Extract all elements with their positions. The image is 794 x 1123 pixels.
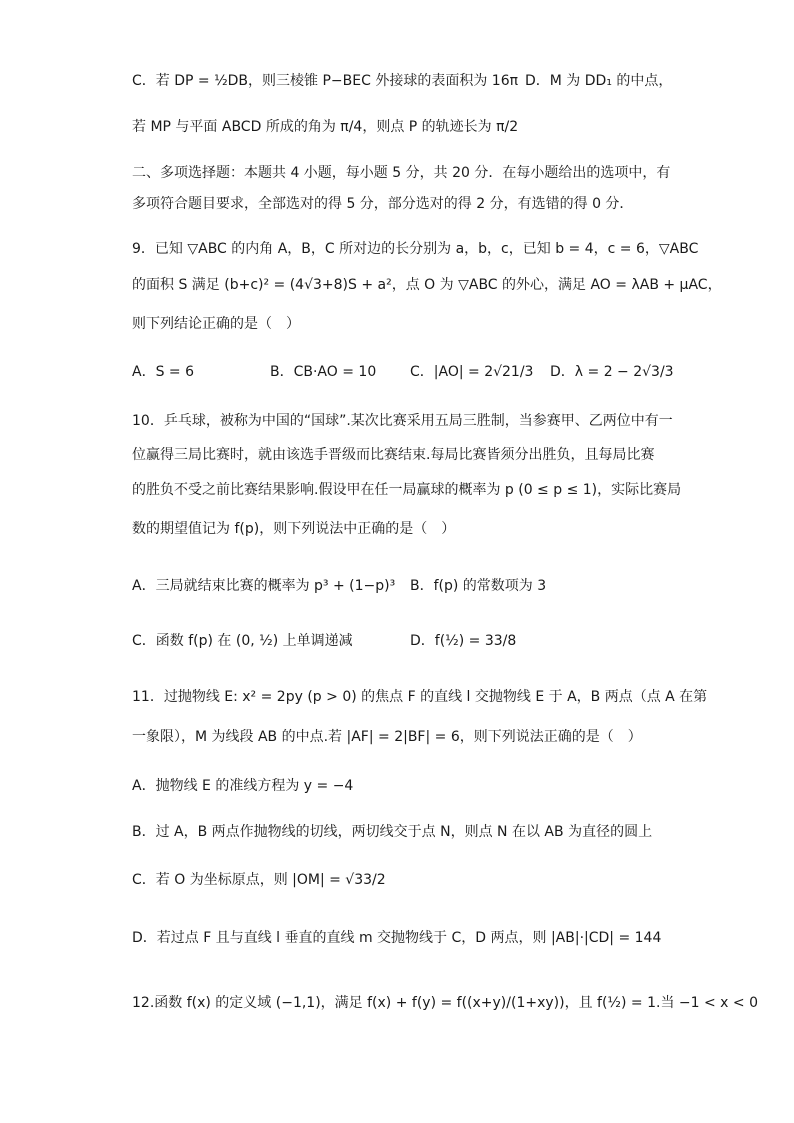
- question-11-stem: 11．过抛物线 E: x² = 2py (p > 0) 的焦点 F 的直线 l 交抛物线 E 于 A，B 两点（点 A 在第: [132, 689, 708, 705]
- question-9-option-b: B．CB·AO = 10: [270, 364, 377, 380]
- option-d-prev-question: D．M 为 DD₁ 的中点，: [525, 73, 673, 89]
- section-instructions: 多项符合题目要求，全部选对的得 5 分，部分选对的得 2 分，有选错的得 0 分．: [132, 196, 634, 212]
- question-11-option-c: C．若 O 为坐标原点，则 |OM| = √33/2: [132, 872, 386, 888]
- section-heading: 二、多项选择题：本题共 4 小题，每小题 5 分，共 20 分．在每小题给出的选项中，有: [132, 165, 671, 181]
- question-11-prompt: 一象限），M 为线段 AB 的中点.若 |AF| = 2|BF| = 6，则下列说法正确的是（ ）: [132, 729, 642, 745]
- question-9-option-c: C．|AO| = 2√21/3: [410, 364, 534, 380]
- question-10-stem-2: 位赢得三局比赛时，就由该选手晋级而比赛结束.每局比赛皆须分出胜负，且每局比赛: [132, 447, 655, 463]
- question-9-option-a: A．S = 6: [132, 364, 195, 380]
- question-9-prompt: 则下列结论正确的是（ ）: [132, 316, 300, 332]
- question-12-stem: 12.函数 f(x) 的定义域 (−1,1)，满足 f(x) + f(y) = f((x+y)/(1+xy))，且 f(½) = 1.当 −1 < x < 0: [132, 995, 758, 1011]
- question-10-stem-3: 的胜负不受之前比赛结果影响.假设甲在任一局赢球的概率为 p (0 ≤ p ≤ 1)，实际比赛局: [132, 482, 682, 498]
- question-9-stem: 9．已知 ▽ABC 的内角 A，B，C 所对边的长分别为 a，b，c，已知 b = 4，c = 6，▽ABC: [132, 241, 699, 257]
- question-11-option-d: D．若过点 F 且与直线 l 垂直的直线 m 交抛物线于 C，D 两点，则 |AB|·|CD| = 144: [132, 930, 662, 946]
- question-10-option-c: C．函数 f(p) 在 (0, ½) 上单调递减: [132, 633, 353, 649]
- question-11-option-b: B．过 A，B 两点作抛物线的切线，两切线交于点 N，则点 N 在以 AB 为直径的圆上: [132, 824, 653, 840]
- option-c-prev-question: C．若 DP = ½DB，则三棱锥 P−BEC 外接球的表面积为 16π: [132, 73, 519, 89]
- question-10-option-d: D．f(½) = 33/8: [410, 633, 517, 649]
- question-11-option-a: A．抛物线 E 的准线方程为 y = −4: [132, 778, 354, 794]
- question-9-option-d: D．λ = 2 − 2√3/3: [550, 364, 674, 380]
- text-line: 若 MP 与平面 ABCD 所成的角为 π/4，则点 P 的轨迹长为 π/2: [132, 119, 519, 135]
- question-10-option-b: B．f(p) 的常数项为 3: [410, 578, 547, 594]
- question-9-stem-2: 的面积 S 满足 (b+c)² = (4√3+8)S + a²，点 O 为 ▽ABC 的外心，满足 AO = λAB + μAC，: [132, 277, 722, 293]
- question-10-prompt: 数的期望值记为 f(p)，则下列说法中正确的是（ ）: [132, 521, 456, 537]
- question-10-stem: 10．乒乓球，被称为中国的“国球”.某次比赛采用五局三胜制，当参赛甲、乙两位中有一: [132, 413, 673, 429]
- question-10-option-a: A．三局就结束比赛的概率为 p³ + (1−p)³: [132, 578, 396, 594]
